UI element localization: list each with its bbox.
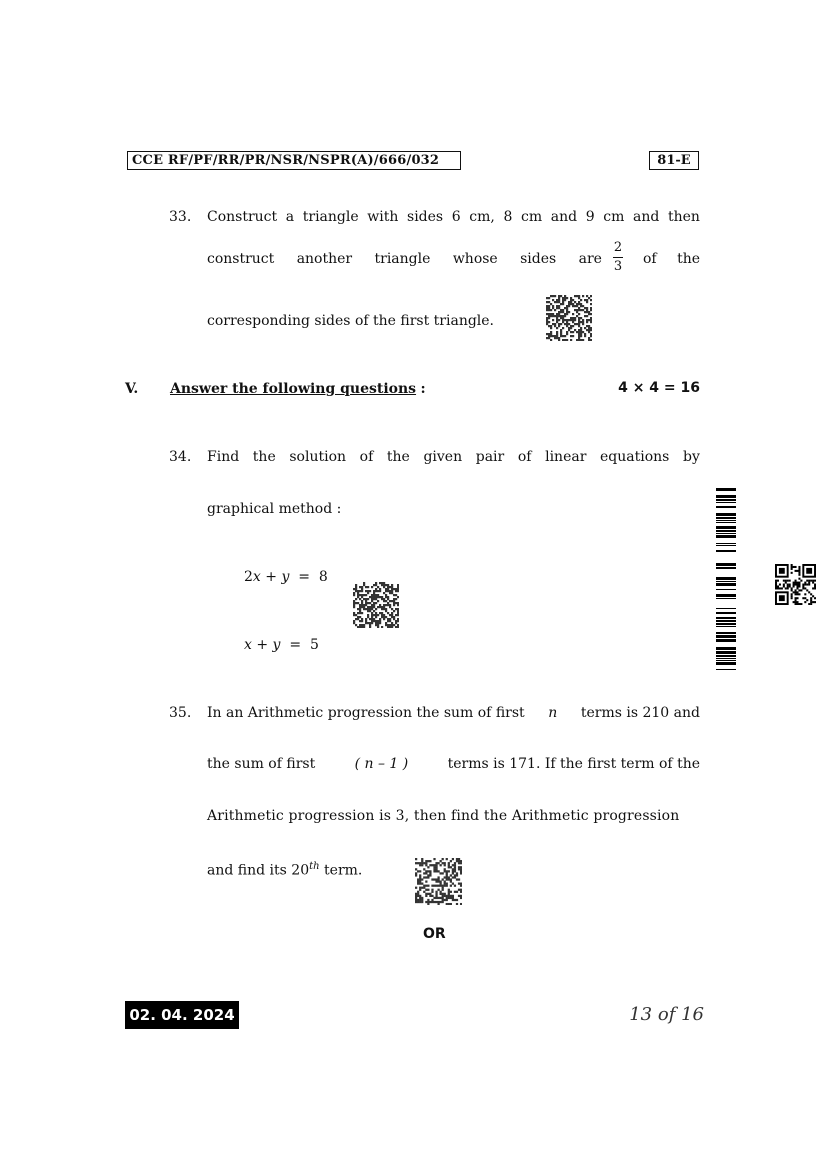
equation-2 <box>244 636 319 654</box>
paper-code-box: 81-E <box>649 151 699 170</box>
q35-line-1 <box>207 704 700 722</box>
fraction-numerator: 2 <box>613 240 623 255</box>
question-number-34: 34. <box>169 449 192 465</box>
q35-line-4 <box>207 858 362 880</box>
q33-line-1-word: and <box>550 209 578 225</box>
q34-line-1-word: solution <box>289 449 347 465</box>
equation-2-variable: x <box>244 637 252 653</box>
q35-line-3: Arithmetic progression is 3, then find the Arithmetic progression <box>207 808 680 824</box>
equation-1-term: + <box>260 569 282 585</box>
q33-line-2-end-word: of <box>643 251 657 267</box>
q33-line-2-word: construct <box>207 251 275 267</box>
q34-line-1 <box>207 448 700 466</box>
section-heading-text: Answer the following questions <box>170 381 417 397</box>
qr-code-icon <box>775 564 816 605</box>
q33-line-3: corresponding sides of the first triangle. <box>207 313 495 329</box>
q34-line-2: graphical method : <box>207 501 342 517</box>
equation-1-term: = 8 <box>289 569 328 585</box>
q35-line-2-part-a: the sum of first <box>207 756 316 772</box>
equation-2-term: = 5 <box>280 637 319 653</box>
q33-line-2-word: triangle <box>374 251 431 267</box>
q33-line-1-word: then <box>667 209 700 225</box>
barcode-icon <box>716 488 736 671</box>
q33-line-1-word: triangle <box>302 209 359 225</box>
q34-line-1-word: Find <box>207 449 240 465</box>
q34-line-1-word: given <box>423 449 463 465</box>
exam-date-badge: 02. 04. 2024 <box>125 1001 239 1029</box>
section-heading-colon: : <box>420 381 426 397</box>
equation-2-variable: y <box>272 637 281 653</box>
q33-line-1-word: cm, <box>469 209 495 225</box>
q35-line-2-part-b: terms is 171. If the first term of the <box>447 756 700 772</box>
q33-line-2-word: another <box>296 251 353 267</box>
equation-1-variable: y <box>281 569 290 585</box>
q34-line-1-word: pair <box>475 449 505 465</box>
q35-line-4-part-a: and find its 20 <box>207 862 310 879</box>
q33-line-1-word: sides <box>407 209 444 225</box>
q33-line-1-word: with <box>367 209 399 225</box>
q33-line-1-word: 8 <box>503 209 513 225</box>
equation-1-variable: x <box>252 569 261 585</box>
question-number-35: 35. <box>169 705 192 721</box>
q33-line-2-word: sides <box>520 251 557 267</box>
equation-1 <box>244 568 328 586</box>
qr-code-icon <box>353 582 399 628</box>
q33-line-2-end <box>643 250 700 268</box>
q33-line-2-end-word: the <box>677 251 700 267</box>
q34-line-1-word: equations <box>600 449 670 465</box>
q33-line-2 <box>207 250 602 268</box>
q35-line-4-part-b: term. <box>324 862 363 879</box>
q33-line-1 <box>207 208 700 226</box>
q34-line-1-word: by <box>682 449 700 465</box>
q33-line-1-word: a <box>285 209 295 225</box>
q34-line-1-word: the <box>386 449 410 465</box>
q33-line-1-word: cm <box>521 209 543 225</box>
section-label: V. <box>125 381 139 397</box>
q34-line-1-word: of <box>517 449 532 465</box>
or-label: OR <box>423 926 446 942</box>
q35-paren-expression: ( n – 1 ) <box>354 756 409 772</box>
q33-line-2-word: are <box>578 251 602 267</box>
equation-1-term: 2 <box>244 569 253 585</box>
q33-line-1-word: 9 <box>585 209 595 225</box>
equation-2-term: + <box>251 637 273 653</box>
q33-line-2-word: whose <box>452 251 498 267</box>
q33-line-1-word: 6 <box>451 209 461 225</box>
qr-code-icon <box>546 295 592 341</box>
page-number: 13 of 16 <box>629 1004 704 1025</box>
q35-line-1-part-a: In an Arithmetic progression the sum of first <box>207 705 525 721</box>
section-marks: 4 × 4 = 16 <box>618 380 700 396</box>
fraction-denominator: 3 <box>613 259 623 274</box>
fraction-bar <box>613 257 623 258</box>
variable-n: n <box>548 705 558 721</box>
q35-line-2 <box>207 755 700 773</box>
q34-line-1-word: of <box>359 449 374 465</box>
q34-line-1-word: the <box>252 449 276 465</box>
fraction-two-thirds <box>609 240 627 275</box>
q34-line-1-word: linear <box>545 449 587 465</box>
question-number-33: 33. <box>169 209 192 225</box>
section-heading <box>170 380 426 398</box>
exam-code-box: CCE RF/PF/RR/PR/NSR/NSPR(A)/666/032 <box>127 151 461 170</box>
q33-line-1-word: cm <box>603 209 625 225</box>
q33-line-1-word: and <box>633 209 660 225</box>
superscript-th: th <box>309 861 320 872</box>
q33-line-1-word: Construct <box>207 209 278 225</box>
q35-line-1-part-b: terms is 210 and <box>580 705 700 721</box>
qr-code-icon <box>415 858 462 905</box>
